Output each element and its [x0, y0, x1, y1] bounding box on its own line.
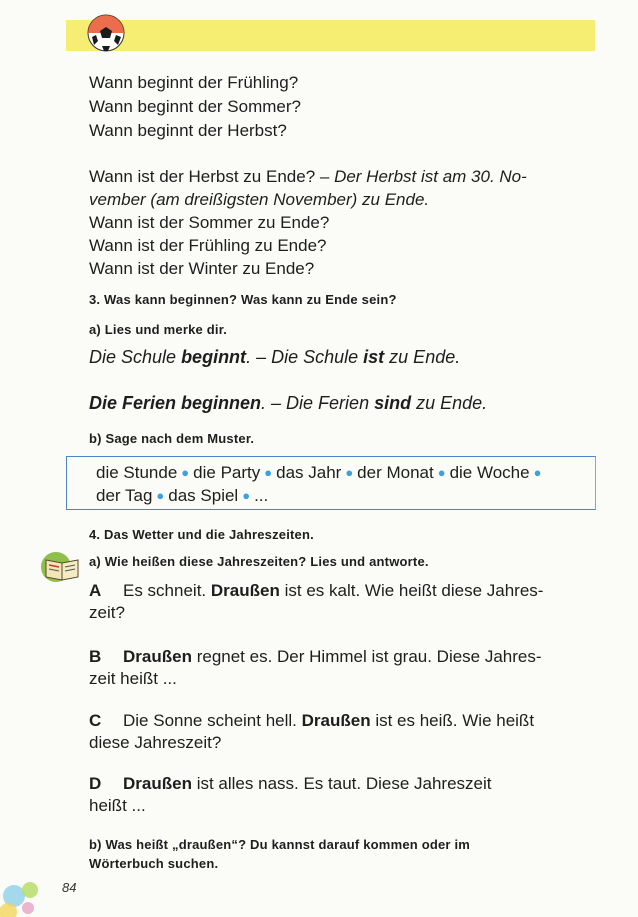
bullet-icon: ●	[264, 465, 273, 480]
bullet-icon: ●	[437, 465, 446, 480]
task-4a-label: a) Wie heißen diese Jahreszeiten? Lies und antworte.	[89, 554, 429, 569]
word: das Jahr	[276, 463, 342, 482]
question-line: Wann ist der Sommer zu Ende?	[89, 213, 330, 232]
task-4-heading: 4. Das Wetter und die Jahreszeiten.	[89, 527, 314, 542]
question-line: Wann ist der Frühling zu Ende?	[89, 236, 327, 255]
word: ...	[254, 486, 269, 505]
answer-item-d: D Draußen ist alles nass. Es taut. Diese Jahreszeit heißt ...	[89, 774, 492, 815]
bullet-icon: ●	[533, 465, 542, 480]
decorative-corner-icon	[0, 868, 60, 917]
word: das Spiel	[168, 486, 239, 505]
word: die Stunde	[96, 463, 178, 482]
answer-item-a: A Es schneit. Draußen ist es kalt. Wie heißt diese Jahres- zeit?	[89, 581, 544, 622]
herbst-question: Wann ist der Herbst zu Ende? – Der Herbst ist am 30. No-	[89, 167, 527, 186]
word: die Party	[193, 463, 261, 482]
word: der Tag	[96, 486, 153, 505]
question-line: Wann ist der Winter zu Ende?	[89, 259, 315, 278]
answer-item-b: B Draußen regnet es. Der Himmel ist grau. Diese Jahres- zeit heißt ...	[89, 647, 542, 688]
bullet-icon: ●	[181, 465, 190, 480]
task-3b-label: b) Sage nach dem Muster.	[89, 431, 255, 446]
task-3a-label: a) Lies und merke dir.	[89, 322, 228, 337]
example-sentence-1: Die Schule beginnt. – Die Schule ist zu Ende.	[89, 347, 461, 367]
task-4b-label: b) Was heißt „draußen“? Du kannst darauf kommen oder im Wörterbuch suchen.	[89, 837, 471, 871]
word-list-line-1	[96, 463, 545, 483]
bullet-icon: ●	[345, 465, 354, 480]
question-line: Wann beginnt der Sommer?	[89, 97, 301, 116]
bullet-icon: ●	[242, 488, 251, 503]
example-sentence-2: Die Ferien beginnen. – Die Ferien sind zu Ende.	[89, 393, 488, 413]
question-line: Wann beginnt der Frühling?	[89, 73, 299, 92]
answer-item-c: C Die Sonne scheint hell. Draußen ist es heiß. Wie heißt diese Jahreszeit?	[89, 711, 535, 752]
word: der Monat	[357, 463, 434, 482]
herbst-answer: vember (am dreißigsten November) zu Ende.	[89, 190, 430, 209]
page-number: 84	[62, 880, 77, 895]
reading-book-icon	[40, 550, 84, 584]
word-list-line-2	[96, 486, 268, 506]
question-line: Wann beginnt der Herbst?	[89, 121, 287, 140]
bullet-icon: ●	[156, 488, 165, 503]
football-icon	[86, 13, 126, 53]
task-3-heading: 3. Was kann beginnen? Was kann zu Ende sein?	[89, 292, 397, 307]
word: die Woche	[449, 463, 530, 482]
header-banner	[66, 20, 595, 51]
